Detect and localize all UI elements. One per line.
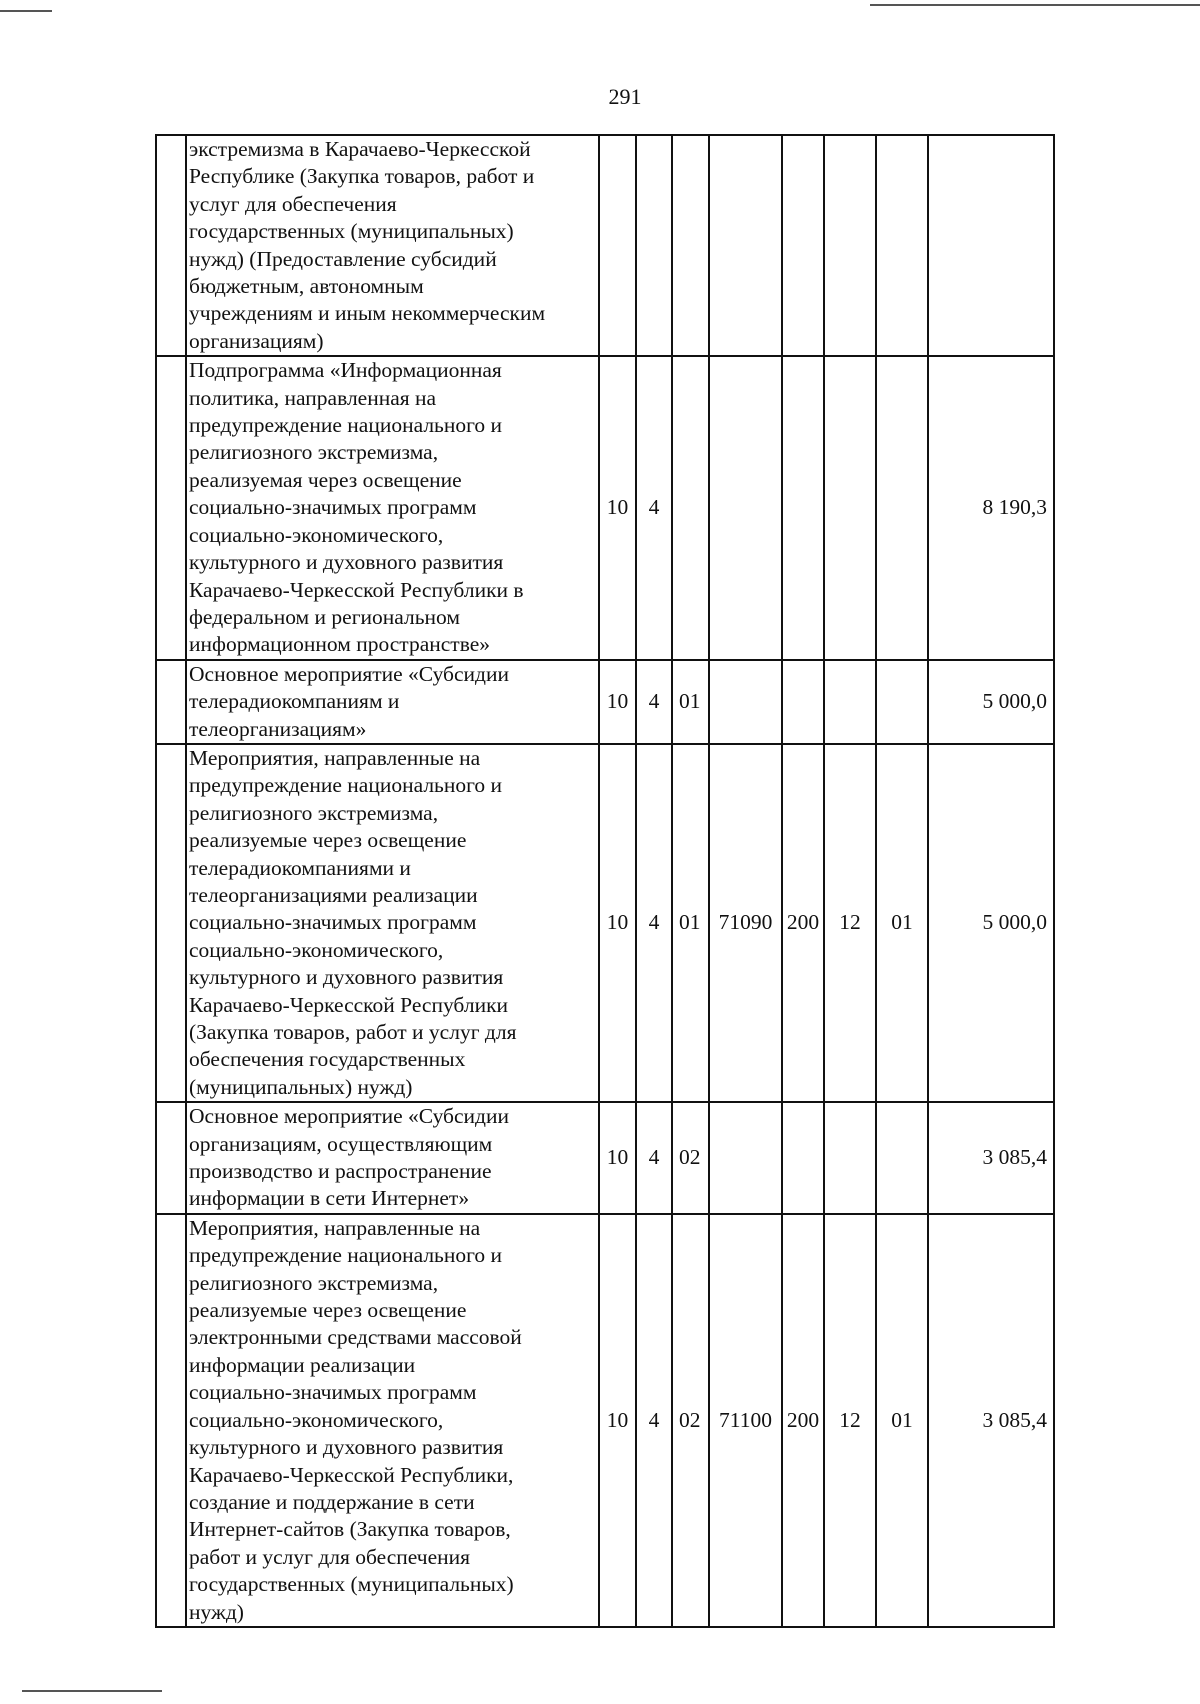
amount-cell: 3 085,4 xyxy=(928,1102,1054,1214)
direction-code-cell xyxy=(709,135,782,356)
subsection-cell xyxy=(876,1102,928,1214)
section-cell xyxy=(824,660,876,744)
pp-cell: 4 xyxy=(636,1102,672,1214)
section-cell xyxy=(824,356,876,659)
expense-type-cell: 200 xyxy=(782,744,824,1102)
row-number-cell xyxy=(156,135,186,356)
om-cell: 02 xyxy=(672,1102,709,1214)
row-number-cell xyxy=(156,1102,186,1214)
subsection-cell xyxy=(876,135,928,356)
subsection-cell xyxy=(876,356,928,659)
pp-cell: 4 xyxy=(636,1214,672,1627)
table-row xyxy=(156,744,1054,1102)
table-row xyxy=(156,356,1054,659)
scan-edge-line xyxy=(0,10,52,12)
om-cell: 02 xyxy=(672,1214,709,1627)
section-cell xyxy=(824,135,876,356)
description-cell: Основное мероприятие «Субсидии организациям, осуществляющим производство и распространение информации в сети Интернет» xyxy=(186,1102,599,1214)
expense-type-cell: 200 xyxy=(782,1214,824,1627)
table-row xyxy=(156,1214,1054,1627)
description-cell: Мероприятия, направленные на предупреждение национального и религиозного экстремизма, реализуемые через освещение телерадиокомпаниями и телеорганизациями реализации социально-значимых программ социально-экономического, культурного и духовного развития Карачаево-Черкесской Республики (Закупка товаров, работ и услуг для обеспечения государственных (муниципальных) нужд) xyxy=(186,744,599,1102)
pp-cell: 4 xyxy=(636,356,672,659)
section-cell: 12 xyxy=(824,1214,876,1627)
pp-cell: 4 xyxy=(636,660,672,744)
budget-table xyxy=(155,134,1055,1628)
amount-cell: 5 000,0 xyxy=(928,660,1054,744)
description-cell: Подпрограмма «Информационная политика, направленная на предупреждение национального и религиозного экстремизма, реализуемая через освещение социально-значимых программ социально-экономического, культурного и духовного развития Карачаево-Черкесской Республики в федеральном и региональном информационном пространстве» xyxy=(186,356,599,659)
amount-cell xyxy=(928,135,1054,356)
expense-type-cell xyxy=(782,660,824,744)
amount-cell: 5 000,0 xyxy=(928,744,1054,1102)
scan-edge-line xyxy=(22,1690,162,1692)
om-cell: 01 xyxy=(672,744,709,1102)
direction-code-cell: 71100 xyxy=(709,1214,782,1627)
om-cell xyxy=(672,135,709,356)
description-cell: экстремизма в Карачаево-Черкесской Республике (Закупка товаров, работ и услуг для обеспечения государственных (муниципальных) нужд) (Предоставление субсидий бюджетным, автономным учреждениям и иным некоммерческим организациям) xyxy=(186,135,599,356)
subsection-cell: 01 xyxy=(876,1214,928,1627)
table-row xyxy=(156,660,1054,744)
direction-code-cell xyxy=(709,1102,782,1214)
scan-edge-line xyxy=(870,4,1200,6)
page-number: 291 xyxy=(608,84,642,109)
pp-cell xyxy=(636,135,672,356)
description-cell: Основное мероприятие «Субсидии телерадиокомпаниям и телеорганизациям» xyxy=(186,660,599,744)
gp-cell: 10 xyxy=(599,1214,636,1627)
direction-code-cell xyxy=(709,660,782,744)
row-number-cell xyxy=(156,660,186,744)
section-cell xyxy=(824,1102,876,1214)
pp-cell: 4 xyxy=(636,744,672,1102)
gp-cell: 10 xyxy=(599,660,636,744)
om-cell xyxy=(672,356,709,659)
table-row xyxy=(156,135,1054,356)
description-cell: Мероприятия, направленные на предупреждение национального и религиозного экстремизма, реализуемые через освещение электронными средствами массовой информации реализации социально-значимых программ социально-экономического, культурного и духовного развития Карачаево-Черкесской Республики, создание и поддержание в сети Интернет-сайтов (Закупка товаров, работ и услуг для обеспечения государственных (муниципальных) нужд) xyxy=(186,1214,599,1627)
expense-type-cell xyxy=(782,356,824,659)
amount-cell: 3 085,4 xyxy=(928,1214,1054,1627)
subsection-cell xyxy=(876,660,928,744)
gp-cell: 10 xyxy=(599,744,636,1102)
expense-type-cell xyxy=(782,135,824,356)
expense-type-cell xyxy=(782,1102,824,1214)
direction-code-cell xyxy=(709,356,782,659)
gp-cell: 10 xyxy=(599,356,636,659)
row-number-cell xyxy=(156,744,186,1102)
row-number-cell xyxy=(156,1214,186,1627)
direction-code-cell: 71090 xyxy=(709,744,782,1102)
table-row xyxy=(156,1102,1054,1214)
amount-cell: 8 190,3 xyxy=(928,356,1054,659)
gp-cell: 10 xyxy=(599,1102,636,1214)
section-cell: 12 xyxy=(824,744,876,1102)
gp-cell xyxy=(599,135,636,356)
om-cell: 01 xyxy=(672,660,709,744)
row-number-cell xyxy=(156,356,186,659)
subsection-cell: 01 xyxy=(876,744,928,1102)
